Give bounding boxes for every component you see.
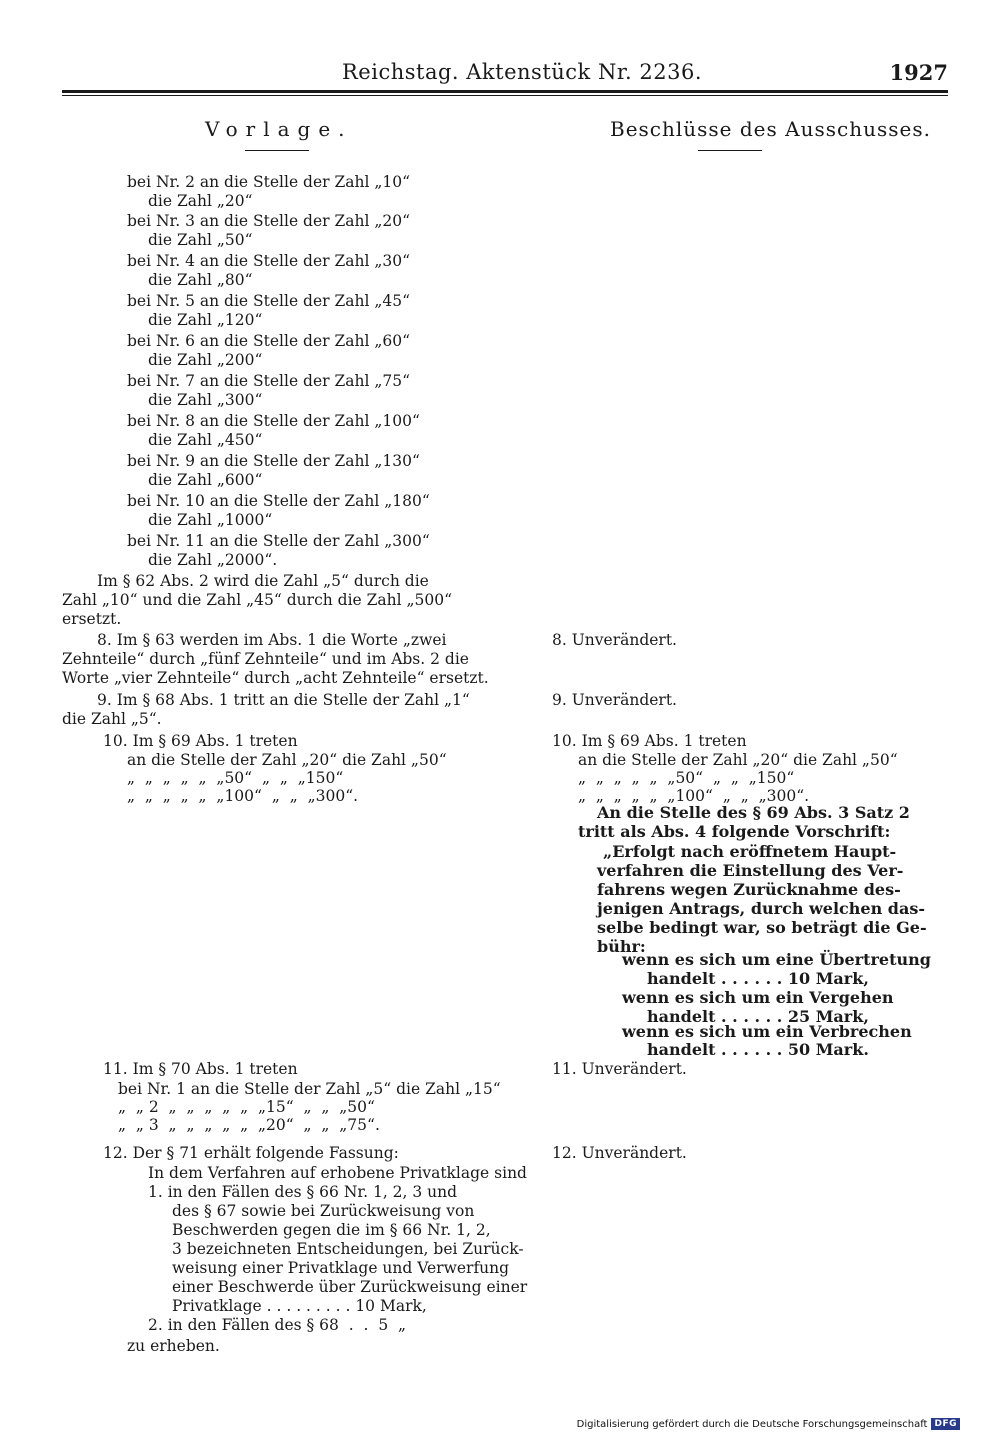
page-header bbox=[62, 60, 948, 96]
text-line: handelt . . . . . . 10 Mark, bbox=[647, 969, 869, 988]
text-line: wenn es sich um ein Vergehen bbox=[622, 988, 894, 1007]
text-line: zu erheben. bbox=[127, 1337, 220, 1355]
text-line: Beschwerden gegen die im § 66 Nr. 1, 2, bbox=[172, 1221, 491, 1239]
text-line: weisung einer Privatklage und Verwerfung bbox=[172, 1259, 510, 1277]
text-line: 9. Im § 68 Abs. 1 tritt an die Stelle der Zahl „1“ bbox=[97, 691, 470, 709]
text-line: an die Stelle der Zahl „20“ die Zahl „50“ bbox=[127, 751, 447, 769]
text-line: bei Nr. 6 an die Stelle der Zahl „60“ bbox=[127, 332, 411, 350]
text-line: 10. Im § 69 Abs. 1 treten bbox=[552, 732, 747, 750]
text-line: die Zahl „80“ bbox=[148, 271, 253, 289]
text-line: die Zahl „600“ bbox=[148, 471, 263, 489]
text-line: Zahl „10“ und die Zahl „45“ durch die Zahl „500“ bbox=[62, 591, 453, 609]
right-heading-rule bbox=[698, 150, 762, 151]
text-line: Im § 62 Abs. 2 wird die Zahl „5“ durch die bbox=[97, 572, 429, 590]
text-line: die Zahl „300“ bbox=[148, 391, 263, 409]
text-line: 3 bezeichneten Entscheidungen, bei Zurück- bbox=[172, 1240, 524, 1258]
text-line: die Zahl „5“. bbox=[62, 710, 162, 728]
text-line: an die Stelle der Zahl „20“ die Zahl „50“ bbox=[578, 751, 898, 769]
text-line: 12. Unverändert. bbox=[552, 1144, 687, 1162]
text-line: 12. Der § 71 erhält folgende Fassung: bbox=[103, 1144, 399, 1162]
text-line: „ „ „ „ „ „100“ „ „ „300“. bbox=[127, 787, 359, 805]
text-line: bei Nr. 4 an die Stelle der Zahl „30“ bbox=[127, 252, 411, 270]
text-line: bei Nr. 5 an die Stelle der Zahl „45“ bbox=[127, 292, 411, 310]
header-rule-thin bbox=[62, 95, 948, 96]
header-rule bbox=[62, 90, 948, 93]
text-line: „ „ 3 „ „ „ „ „ „20“ „ „ „75“. bbox=[118, 1116, 380, 1134]
text-line: die Zahl „2000“. bbox=[148, 551, 278, 569]
text-line: bei Nr. 9 an die Stelle der Zahl „130“ bbox=[127, 452, 420, 470]
text-line: Privatklage . . . . . . . . . 10 Mark, bbox=[172, 1297, 427, 1315]
text-line: die Zahl „50“ bbox=[148, 231, 253, 249]
text-line: „ „ „ „ „ „100“ „ „ „300“. bbox=[578, 787, 810, 805]
text-line: wenn es sich um ein Verbrechen bbox=[622, 1022, 912, 1041]
text-line: 2. in den Fällen des § 68 . . 5 „ bbox=[148, 1316, 407, 1334]
text-line: bei Nr. 7 an die Stelle der Zahl „75“ bbox=[127, 372, 411, 390]
text-line: „ „ „ „ „ „50“ „ „ „150“ bbox=[127, 769, 344, 787]
text-line: bei Nr. 10 an die Stelle der Zahl „180“ bbox=[127, 492, 430, 510]
text-line: bei Nr. 11 an die Stelle der Zahl „300“ bbox=[127, 532, 430, 550]
text-line: bei Nr. 3 an die Stelle der Zahl „20“ bbox=[127, 212, 411, 230]
text-line: Zehnteile“ durch „fünf Zehnteile“ und im Abs. 2 die bbox=[62, 650, 469, 668]
text-line: 11. Unverändert. bbox=[552, 1060, 687, 1078]
text-line: 1. in den Fällen des § 66 Nr. 1, 2, 3 und bbox=[148, 1183, 458, 1201]
text-line: die Zahl „1000“ bbox=[148, 511, 273, 529]
text-line: „ „ 2 „ „ „ „ „ „15“ „ „ „50“ bbox=[118, 1098, 375, 1116]
text-line: bei Nr. 2 an die Stelle der Zahl „10“ bbox=[127, 173, 411, 191]
text-line: die Zahl „120“ bbox=[148, 311, 263, 329]
left-heading-rule bbox=[245, 150, 309, 151]
text-line: In dem Verfahren auf erhobene Privatklage sind bbox=[148, 1164, 527, 1182]
text-line: handelt . . . . . . 50 Mark. bbox=[647, 1040, 869, 1059]
text-line: die Zahl „450“ bbox=[148, 431, 263, 449]
text-line: 8. Unverändert. bbox=[552, 631, 677, 649]
right-column-heading: Beschlüsse des Ausschusses. bbox=[610, 117, 931, 141]
text-line: die Zahl „200“ bbox=[148, 351, 263, 369]
text-line: „ „ „ „ „ „50“ „ „ „150“ bbox=[578, 769, 795, 787]
text-line: tritt als Abs. 4 folgende Vorschrift: bbox=[578, 822, 891, 841]
digitization-footer bbox=[577, 1418, 960, 1430]
text-line: bei Nr. 1 an die Stelle der Zahl „5“ die Zahl „15“ bbox=[118, 1080, 501, 1098]
page-title: Reichstag. Aktenstück Nr. 2236. bbox=[342, 60, 703, 84]
text-line: Worte „vier Zehnteile“ durch „acht Zehnteile“ ersetzt. bbox=[62, 669, 489, 687]
text-line: bühr: bbox=[597, 937, 646, 956]
text-line: handelt . . . . . . 25 Mark, bbox=[647, 1007, 869, 1026]
text-line: 9. Unverändert. bbox=[552, 691, 677, 709]
page-number: 1927 bbox=[889, 60, 948, 85]
text-line: bei Nr. 8 an die Stelle der Zahl „100“ bbox=[127, 412, 420, 430]
text-line: einer Beschwerde über Zurückweisung einer bbox=[172, 1278, 528, 1296]
text-line: 8. Im § 63 werden im Abs. 1 die Worte „zwei bbox=[97, 631, 447, 649]
text-line: des § 67 sowie bei Zurückweisung von bbox=[172, 1202, 475, 1220]
text-line: wenn es sich um eine Übertretung bbox=[622, 950, 931, 969]
text-line: verfahren die Einstellung des Ver- bbox=[597, 861, 904, 880]
text-line: An die Stelle des § 69 Abs. 3 Satz 2 bbox=[597, 803, 910, 822]
text-line: die Zahl „20“ bbox=[148, 192, 253, 210]
dfg-logo: DFG bbox=[931, 1418, 960, 1430]
text-line: ersetzt. bbox=[62, 610, 122, 628]
text-line: 10. Im § 69 Abs. 1 treten bbox=[103, 732, 298, 750]
text-line: 11. Im § 70 Abs. 1 treten bbox=[103, 1060, 298, 1078]
text-line: jenigen Antrags, durch welchen das- bbox=[597, 899, 926, 918]
text-line: „Erfolgt nach eröffnetem Haupt- bbox=[603, 842, 897, 861]
text-line: selbe bedingt war, so beträgt die Ge- bbox=[597, 918, 927, 937]
footer-text: Digitalisierung gefördert durch die Deutsche Forschungsgemeinschaft bbox=[576, 1418, 928, 1430]
left-column-heading: Vorlage. bbox=[205, 117, 353, 141]
text-line: fahrens wegen Zurücknahme des- bbox=[597, 880, 901, 899]
